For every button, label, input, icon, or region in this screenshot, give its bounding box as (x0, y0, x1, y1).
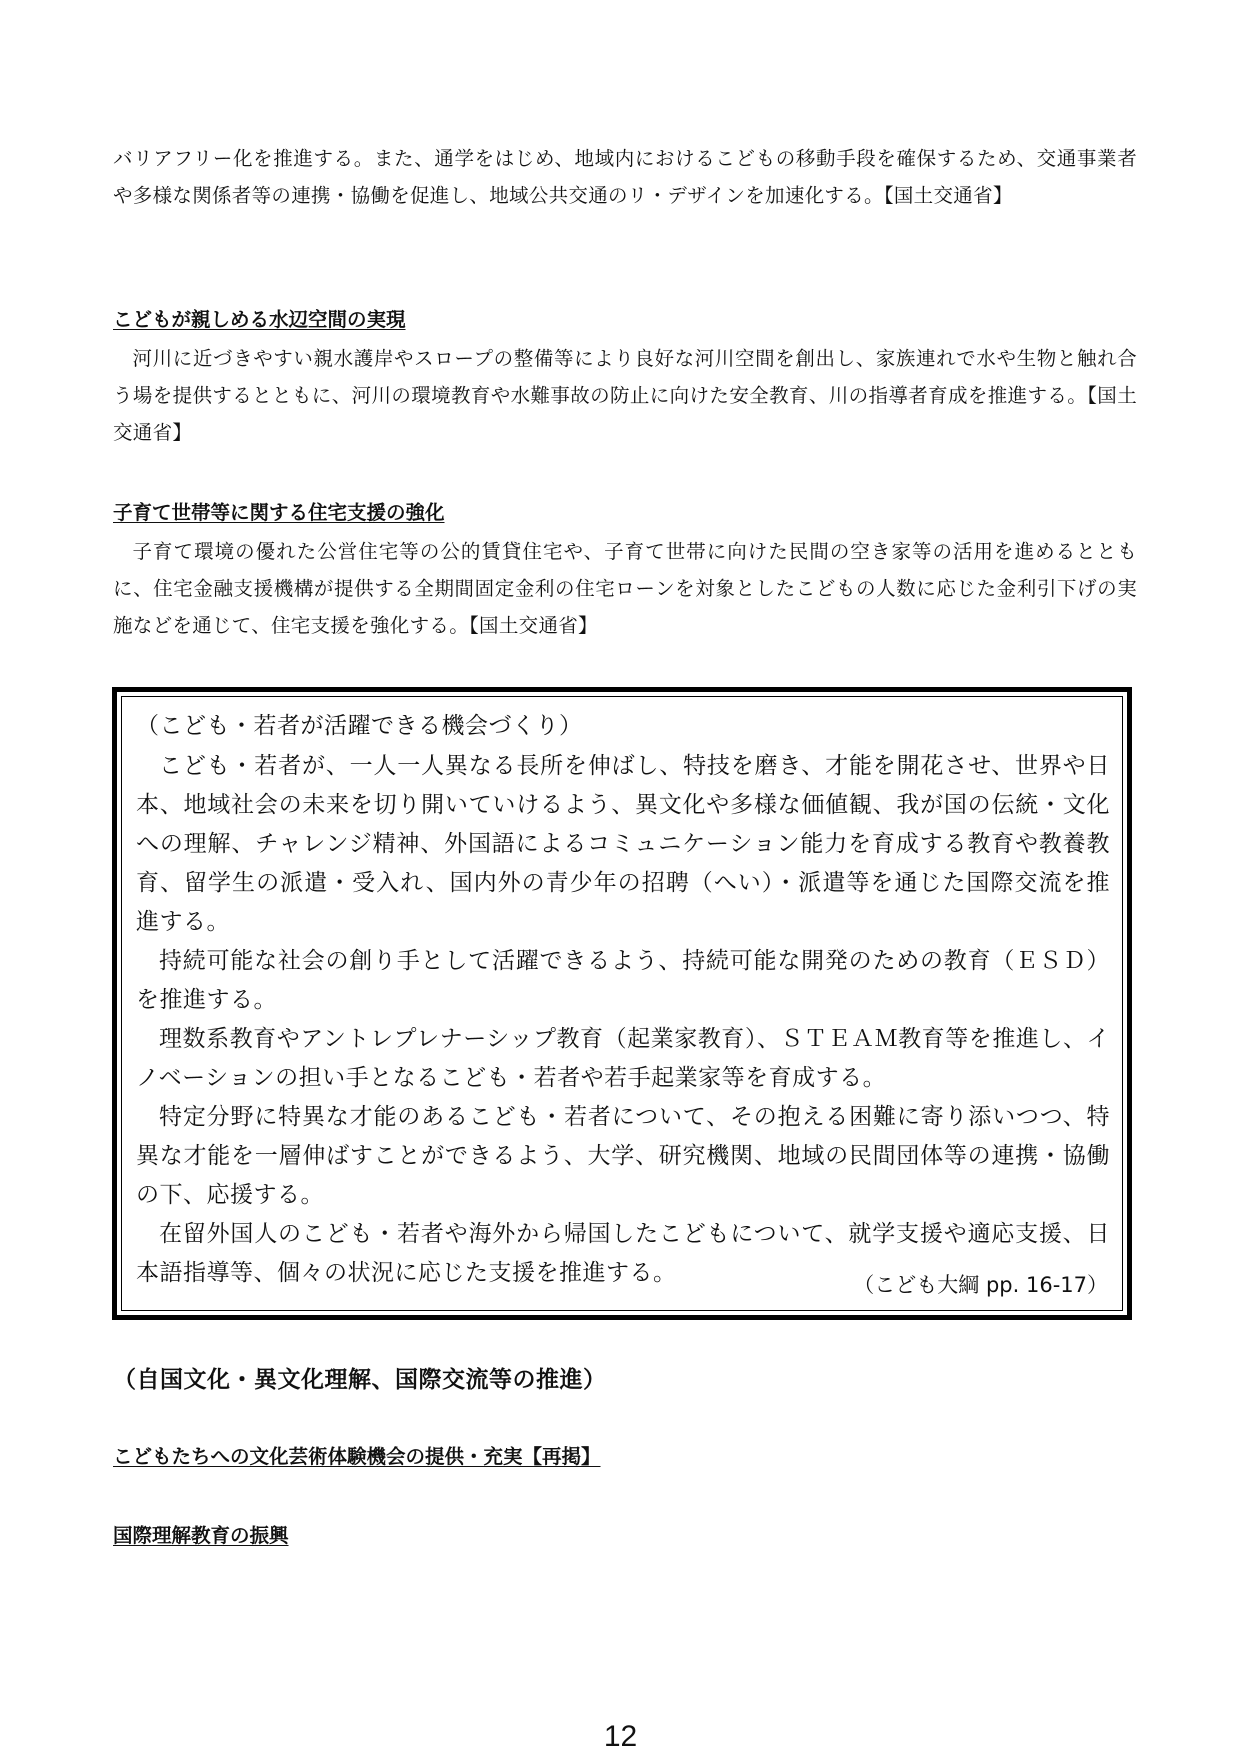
subheading-international-education: 国際理解教育の振興 (113, 1524, 289, 1547)
subheading-culture-arts: こどもたちへの文化芸術体験機会の提供・充実【再掲】 (113, 1445, 601, 1468)
quote-box-paragraph: 特定分野に特異な才能のあるこども・若者について、その抱える困難に寄り添いつつ、特異な才能を一層伸ばすことができるよう、大学、研究機関、地域の民間団体等の連携・協働の下、応援する。 (136, 1104, 1111, 1208)
section-title: （自国文化・異文化理解、国際交流等の推進） (113, 1367, 607, 1393)
quote-box-paragraph: 持続可能な社会の創り手として活躍できるよう、持続可能な開発のための教育（ＥＳＤ）を推進する。 (136, 948, 1110, 1013)
quote-box-paragraph: こども・若者が、一人一人異なる長所を伸ばし、特技を磨き、才能を開花させ、世界や日本、地域社会の未来を切り開いていけるよう、異文化や多様な価値観、我が国の伝統・文化への理解、チャレンジ精神、外国語によるコミュニケーション能力を育成する教育や教養教育、留学生の派遣・受入れ、国内外の青少年の招聘（へい）・派遣等を通じた国際交流を推進する。 (136, 753, 1111, 935)
quote-box-source: （こども大綱 pp. 16-17） (853, 1273, 1108, 1297)
quote-box-paragraph: 理数系教育やアントレプレナーシップ教育（起業家教育）、ＳＴＥＡＭ教育等を推進し、イノベーションの担い手となるこども・若者や若手起業家等を育成する。 (136, 1026, 1110, 1091)
page-number: 12 (603, 1720, 638, 1753)
quote-box-inner (121, 696, 1123, 1311)
section-body-housing: 子育て環境の優れた公営住宅等の公的賃貸住宅や、子育て世帯に向けた民間の空き家等の活用を進めるとともに、住宅金融支援機構が提供する全期間固定金利の住宅ローンを対象としたこどもの人数に応じた金利引下げの実施などを通じて、住宅支援を強化する。【国土交通省】 (113, 540, 1137, 637)
section-body-waterside: 河川に近づきやすい親水護岸やスロープの整備等により良好な河川空間を創出し、家族連れで水や生物と触れ合う場を提供するとともに、河川の環境教育や水難事故の防止に向けた安全教育、川の指導者育成を推進する。【国土交通省】 (113, 347, 1137, 444)
quote-box-title: （こども・若者が活躍できる機会づくり） (136, 713, 583, 739)
section-heading-waterside: こどもが親しめる水辺空間の実現 (113, 308, 406, 331)
intro-paragraph: バリアフリー化を推進する。また、通学をはじめ、地域内におけるこどもの移動手段を確保するため、交通事業者や多様な関係者等の連携・協働を促進し、地域公共交通のリ・デザインを加速化する。【国土交通省】 (113, 147, 1137, 207)
quote-box-paragraph: 在留外国人のこども・若者や海外から帰国したこどもについて、就学支援や適応支援、日本語指導等、個々の状況に応じた支援を推進する。 (136, 1221, 1110, 1286)
quote-box (112, 687, 1132, 1320)
section-heading-housing: 子育て世帯等に関する住宅支援の強化 (113, 501, 445, 524)
